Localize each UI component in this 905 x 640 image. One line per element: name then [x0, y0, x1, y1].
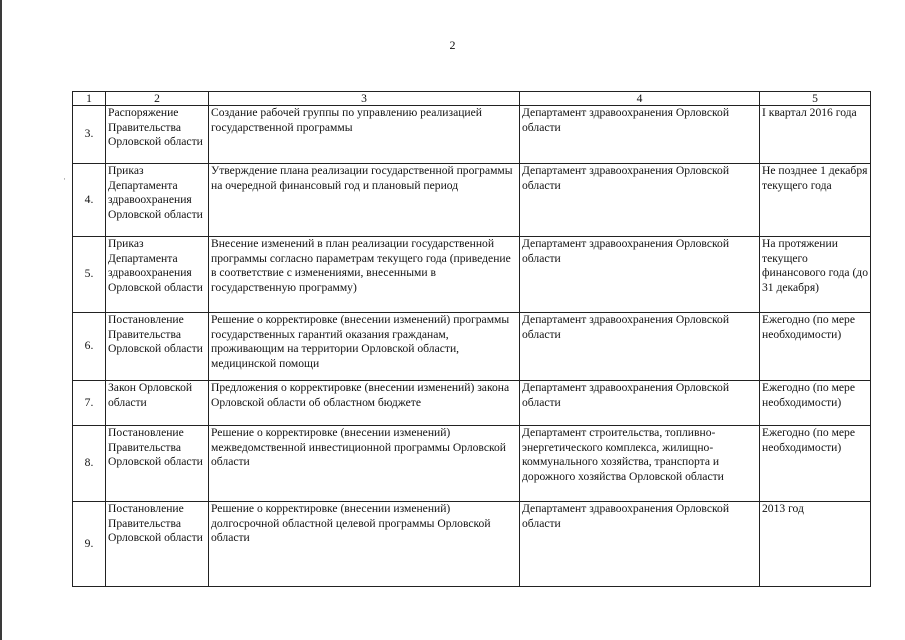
deadline-cell: Не позднее 1 декабря текущего года	[760, 164, 871, 237]
action-cell: Создание рабочей группы по управлению реализацией государственной программы	[209, 106, 520, 164]
header-cell-1: 1	[73, 92, 106, 106]
document-type-cell: Постановление Правительства Орловской области	[106, 313, 209, 381]
action-cell: Утверждение плана реализации государственной программы на очередной финансовый год и плановый период	[209, 164, 520, 237]
measures-table	[72, 91, 871, 587]
header-cell-4: 4	[520, 92, 760, 106]
table-row	[73, 164, 871, 237]
responsible-cell: Департамент здравоохранения Орловской области	[520, 237, 760, 313]
table-row	[73, 502, 871, 587]
document-type-cell: Постановление Правительства Орловской области	[106, 426, 209, 502]
table-row	[73, 426, 871, 502]
document-type-cell: Приказ Департамента здравоохранения Орловской области	[106, 164, 209, 237]
row-number: 3.	[73, 106, 106, 164]
document-type-cell: Закон Орловской области	[106, 381, 209, 426]
action-cell: Решение о корректировке (внесении изменений) программы государственных гарантий оказания гражданам, проживающим на территории Орловской области, медицинской помощи	[209, 313, 520, 381]
responsible-cell: Департамент здравоохранения Орловской области	[520, 502, 760, 587]
page-left-edge	[0, 0, 2, 640]
responsible-cell: Департамент здравоохранения Орловской области	[520, 106, 760, 164]
header-cell-5: 5	[760, 92, 871, 106]
action-cell: Решение о корректировке (внесении изменений) межведомственной инвестиционной программы Орловской области	[209, 426, 520, 502]
document-type-cell: Приказ Департамента здравоохранения Орловской области	[106, 237, 209, 313]
responsible-cell: Департамент здравоохранения Орловской области	[520, 313, 760, 381]
row-number: 5.	[73, 237, 106, 313]
row-number: 4.	[73, 164, 106, 237]
deadline-cell: Ежегодно (по мере необходимости)	[760, 381, 871, 426]
table-row	[73, 381, 871, 426]
row-number: 7.	[73, 381, 106, 426]
row-number: 9.	[73, 502, 106, 587]
responsible-cell: Департамент здравоохранения Орловской области	[520, 164, 760, 237]
deadline-cell: На протяжении текущего финансового года (до 31 декабря)	[760, 237, 871, 313]
document-type-cell: Распоряжение Правительства Орловской области	[106, 106, 209, 164]
responsible-cell: Департамент здравоохранения Орловской области	[520, 381, 760, 426]
header-cell-2: 2	[106, 92, 209, 106]
row-number: 8.	[73, 426, 106, 502]
action-cell: Предложения о корректировке (внесении изменений) закона Орловской области об областном бюджете	[209, 381, 520, 426]
row-number: 6.	[73, 313, 106, 381]
table-header-row	[73, 92, 871, 106]
deadline-cell: Ежегодно (по мере необходимости)	[760, 313, 871, 381]
action-cell: Внесение изменений в план реализации государственной программы согласно параметрам текущего года (приведение в соответствие с изменениями, внесенными в государственную программу)	[209, 237, 520, 313]
header-cell-3: 3	[209, 92, 520, 106]
page-number: 2	[449, 38, 456, 52]
table-row	[73, 313, 871, 381]
scan-mark: ·	[63, 174, 66, 184]
responsible-cell: Департамент строительства, топливно-энергетического комплекса, жилищно-коммунального хозяйства, транспорта и дорожного хозяйства Орловской области	[520, 426, 760, 502]
action-cell: Решение о корректировке (внесении изменений) долгосрочной областной целевой программы Орловской области	[209, 502, 520, 587]
deadline-cell: Ежегодно (по мере необходимости)	[760, 426, 871, 502]
deadline-cell: 2013 год	[760, 502, 871, 587]
document-type-cell: Постановление Правительства Орловской области	[106, 502, 209, 587]
table-row	[73, 106, 871, 164]
deadline-cell: I квартал 2016 года	[760, 106, 871, 164]
table-row	[73, 237, 871, 313]
